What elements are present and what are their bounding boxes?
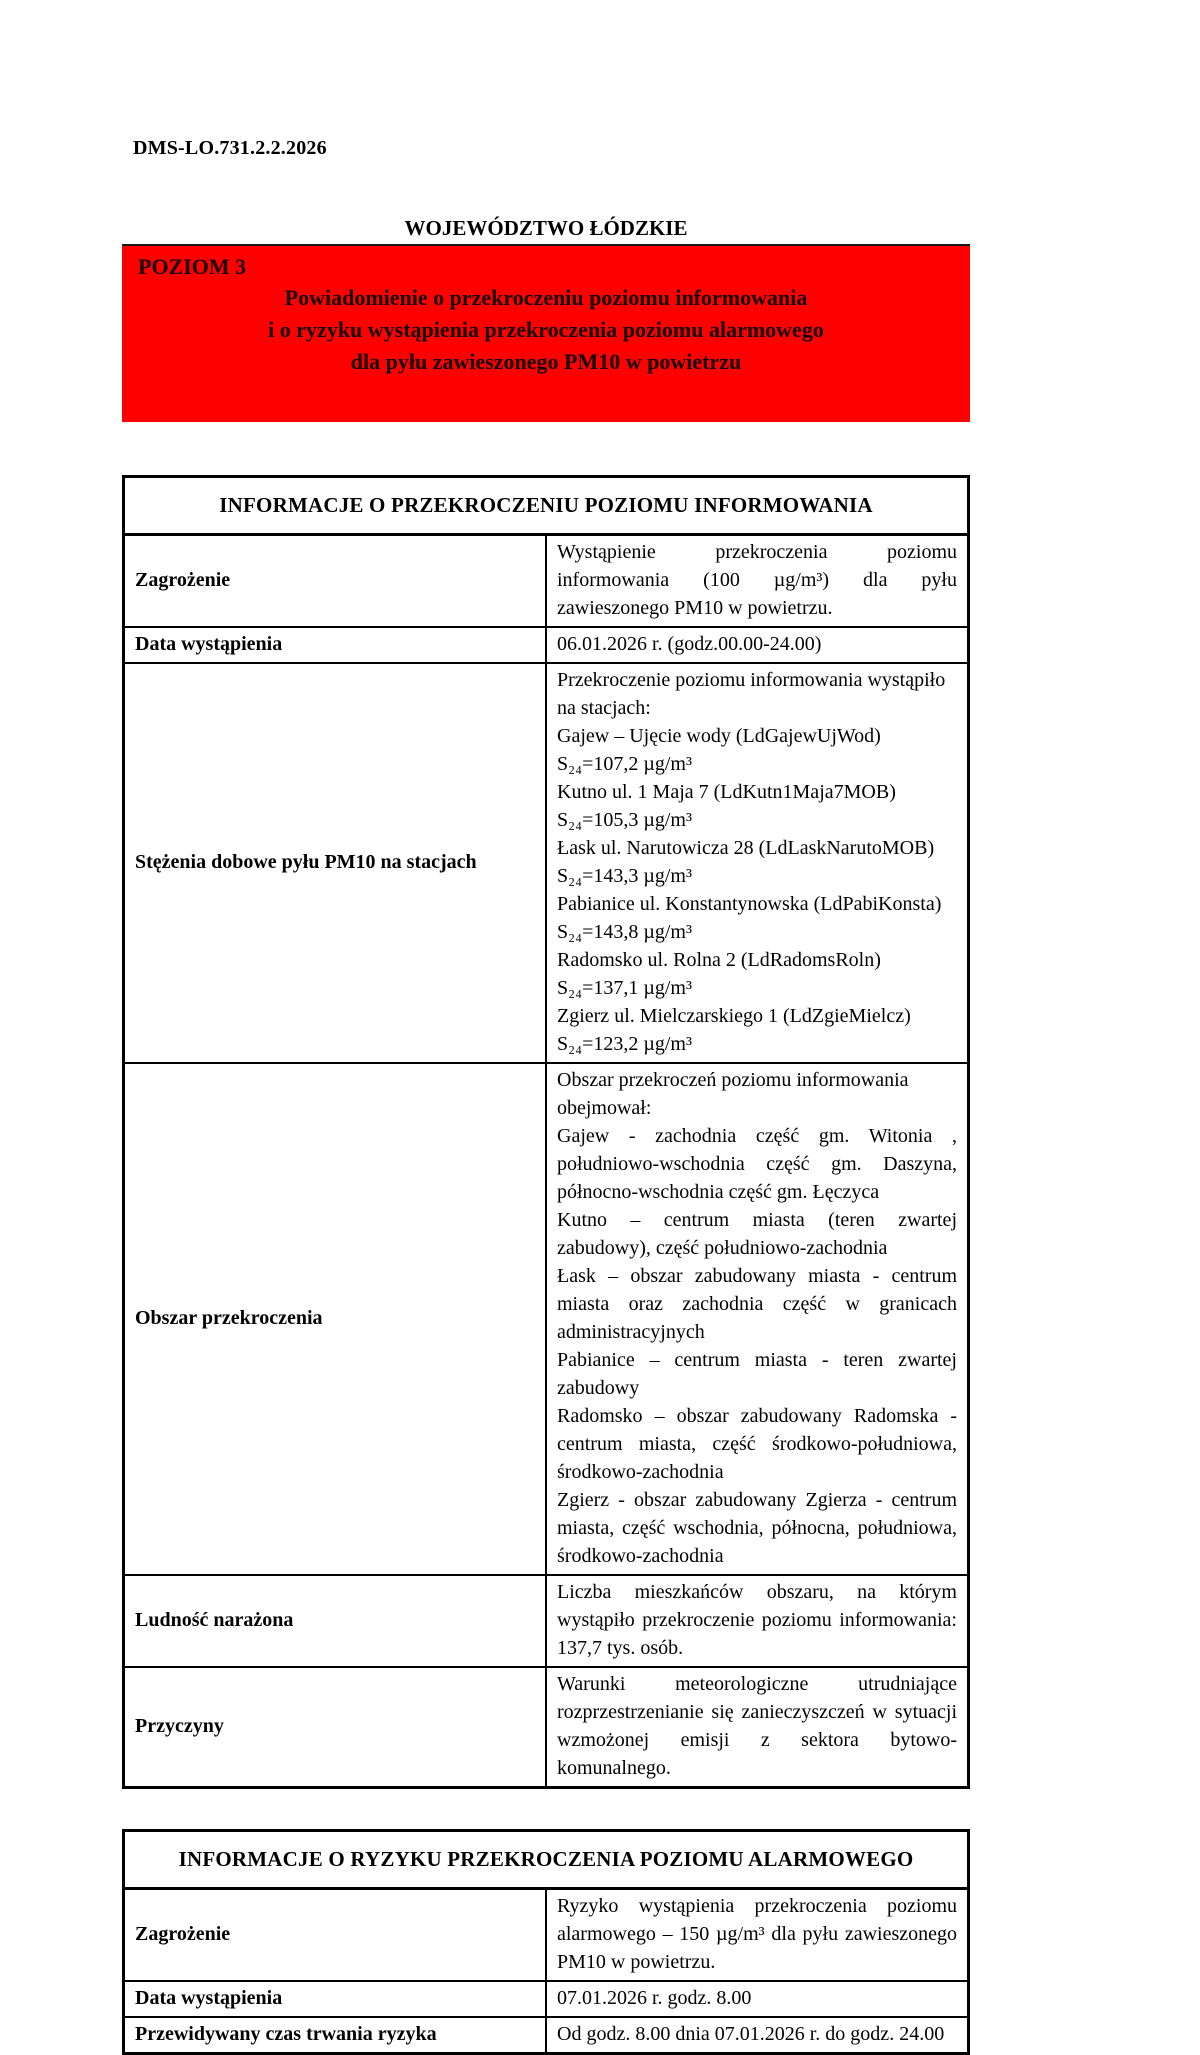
risk-info-table <box>122 1829 970 2055</box>
exceedance-table-title: INFORMACJE O PRZEKROCZENIU POZIOMU INFORMOWANIA <box>124 477 969 535</box>
table-row-risk-occurrence-date <box>124 1981 969 2017</box>
table-row-daily-concentrations <box>124 663 969 1063</box>
stations-intro: Przekroczenie poziomu informowania wystąpiło na stacjach: <box>557 669 946 719</box>
table-row-risk-duration <box>124 2017 969 2054</box>
area-description: Łask – obszar zabudowany miasta - centrum miasta oraz zachodnia część w granicach administracyjnych <box>557 1265 957 1343</box>
alert-title-line-1: Powiadomienie o przekroczeniu poziomu informowania <box>284 285 808 310</box>
station-measurement: Radomsko ul. Rolna 2 (LdRadomsRoln) S₂₄=137,1 µg/m³ <box>557 949 881 999</box>
threat-value: Wystąpienie przekroczenia poziomu informowania (100 µg/m³) dla pyłu zawieszonego PM10 w powietrzu. <box>546 535 969 628</box>
exceedance-area-label: Obszar przekroczenia <box>124 1063 547 1575</box>
alert-level-label: POZIOM 3 <box>138 254 247 279</box>
area-description: Gajew - zachodnia część gm. Witonia , południowo-wschodnia część gm. Daszyna, północno-wschodnia część gm. Łęczyca <box>557 1125 957 1203</box>
station-measurement: Zgierz ul. Mielczarskiego 1 (LdZgieMielcz) S₂₄=123,2 µg/m³ <box>557 1005 911 1055</box>
area-description: Radomsko – obszar zabudowany Radomska - centrum miasta, część środkowo-południowa, środkowo-zachodnia <box>557 1405 957 1483</box>
risk-table-title: INFORMACJE O RYZYKU PRZEKROCZENIA POZIOMU ALARMOWEGO <box>124 1831 969 1889</box>
table-row-exceedance-area <box>124 1063 969 1575</box>
risk-occurrence-date-label: Data wystąpienia <box>124 1981 547 2017</box>
region-heading: WOJEWÓDZTWO ŁÓDZKIE <box>404 216 688 240</box>
table-row-risk-threat <box>124 1889 969 1982</box>
area-intro: Obszar przekroczeń poziomu informowania obejmował: <box>557 1069 909 1119</box>
table-title-row <box>124 477 969 535</box>
risk-threat-value: Ryzyko wystąpienia przekroczenia poziomu alarmowego – 150 µg/m³ dla pyłu zawieszonego PM10 w powietrzu. <box>546 1889 969 1982</box>
reference-number: DMS-LO.731.2.2.2026 <box>133 137 327 159</box>
causes-label: Przyczyny <box>124 1667 547 1788</box>
exceedance-info-table <box>122 475 970 1789</box>
station-measurement: Pabianice ul. Konstantynowska (LdPabiKonsta) S₂₄=143,8 µg/m³ <box>557 893 942 943</box>
exceedance-area-value <box>546 1063 969 1575</box>
document-page <box>122 0 970 2055</box>
table-row-exposed-population <box>124 1575 969 1667</box>
area-description: Kutno – centrum miasta (teren zwartej zabudowy), część południowo-zachodnia <box>557 1209 957 1259</box>
alert-title-line-2: i o ryzyku wystąpienia przekroczenia poziomu alarmowego <box>268 317 824 342</box>
alert-banner <box>122 244 970 422</box>
exposed-population-label: Ludność narażona <box>124 1575 547 1667</box>
station-measurement: Łask ul. Narutowicza 28 (LdLaskNarutoMOB) S₂₄=143,3 µg/m³ <box>557 837 935 887</box>
area-description: Pabianice – centrum miasta - teren zwartej zabudowy <box>557 1349 957 1399</box>
daily-concentrations-value <box>546 663 969 1063</box>
exposed-population-value: Liczba mieszkańców obszaru, na którym wystąpiło przekroczenie poziomu informowania: 137,7 tys. osób. <box>546 1575 969 1667</box>
station-measurement: Gajew – Ujęcie wody (LdGajewUjWod) S₂₄=107,2 µg/m³ <box>557 725 881 775</box>
table-row-occurrence-date <box>124 627 969 663</box>
station-measurement: Kutno ul. 1 Maja 7 (LdKutn1Maja7MOB) S₂₄=105,3 µg/m³ <box>557 781 896 831</box>
occurrence-date-value: 06.01.2026 r. (godz.00.00-24.00) <box>546 627 969 663</box>
table-row-causes <box>124 1667 969 1788</box>
area-description: Zgierz - obszar zabudowany Zgierza - centrum miasta, część wschodnia, północna, południowa, środkowo-zachodnia <box>557 1489 957 1567</box>
occurrence-date-label: Data wystąpienia <box>124 627 547 663</box>
risk-duration-value: Od godz. 8.00 dnia 07.01.2026 r. do godz. 24.00 <box>546 2017 969 2054</box>
risk-occurrence-date-value: 07.01.2026 r. godz. 8.00 <box>546 1981 969 2017</box>
table-row-threat <box>124 535 969 628</box>
risk-threat-label: Zagrożenie <box>124 1889 547 1982</box>
risk-duration-label: Przewidywany czas trwania ryzyka <box>124 2017 547 2054</box>
daily-concentrations-label: Stężenia dobowe pyłu PM10 na stacjach <box>124 663 547 1063</box>
alert-title-line-3: dla pyłu zawieszonego PM10 w powietrzu <box>350 349 742 374</box>
threat-label: Zagrożenie <box>124 535 547 628</box>
table-title-row <box>124 1831 969 1889</box>
causes-value: Warunki meteorologiczne utrudniające rozprzestrzenianie się zanieczyszczeń w sytuacji wzmożonej emisji z sektora bytowo-komunalnego. <box>546 1667 969 1788</box>
